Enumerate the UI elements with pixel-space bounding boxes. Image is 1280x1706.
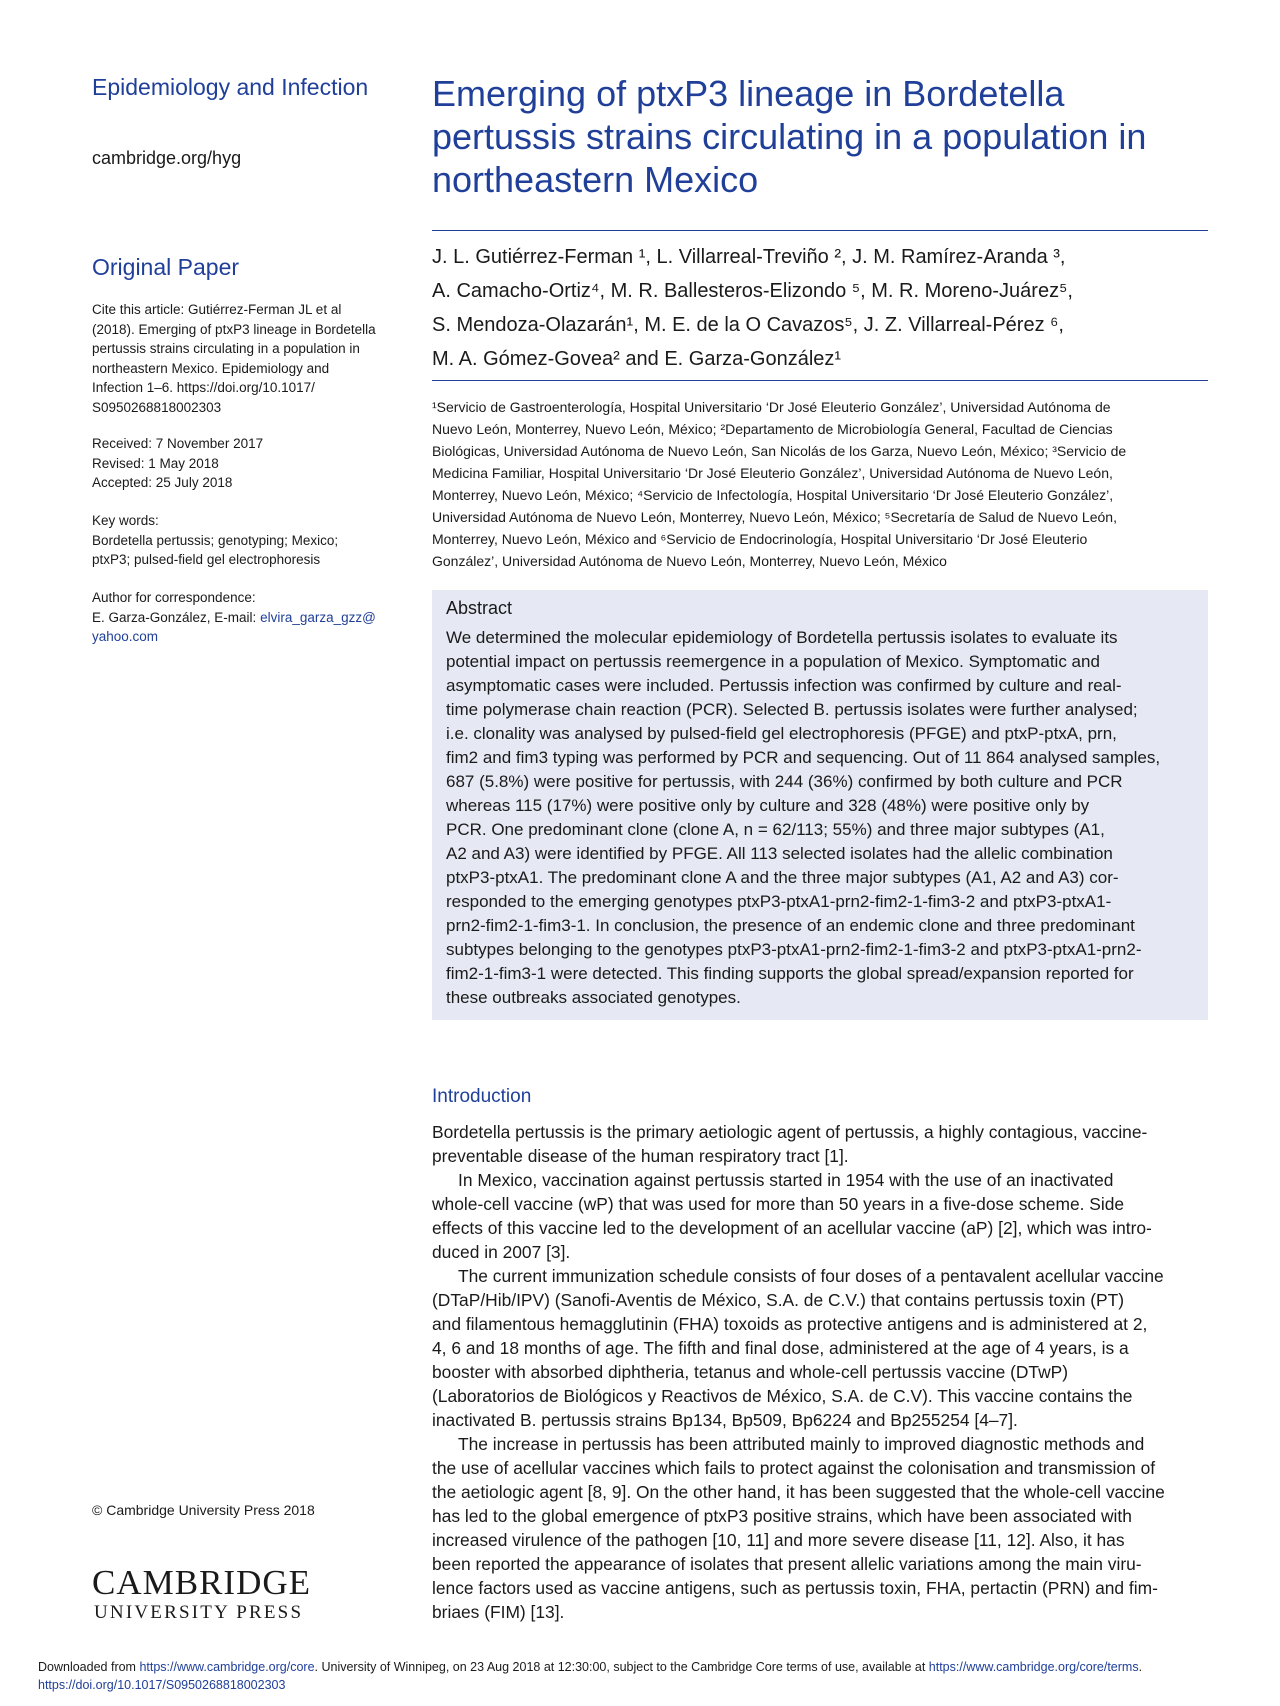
title-line: Emerging of ptxP3 lineage in Bordetella	[432, 73, 1065, 114]
author-line: M. A. Gómez-Govea² and E. Garza-González¹	[432, 348, 842, 370]
abstract-line: prn2-fim2-1-fim3-1. In conclusion, the presence of an endemic clone and three predominant	[446, 916, 1135, 935]
abstract-line: 687 (5.8%) were positive for pertussis, with 244 (36%) confirmed by both culture and PCR	[446, 772, 1123, 791]
keywords-block	[92, 511, 402, 570]
author-line: J. L. Gutiérrez-Ferman ¹, L. Villarreal-Treviño ², J. M. Ramírez-Aranda ³,	[432, 246, 1066, 268]
introduction-line: and filamentous hemagglutinin (FHA) toxoids as protective antigens and is administered at 2,	[432, 1314, 1148, 1334]
footer-line	[38, 1658, 1278, 1676]
abstract-line: time polymerase chain reaction (PCR). Selected B. pertussis isolates were further analysed;	[446, 700, 1138, 719]
correspondence-block	[92, 588, 402, 647]
introduction-line: been reported the appearance of isolates that present allelic variations among the main viru-	[432, 1554, 1142, 1574]
introduction-line: briaes (FIM) [13].	[432, 1602, 565, 1622]
abstract-line: fim2-1-fim3-1 were detected. This finding supports the global spread/expansion reported for	[446, 964, 1134, 983]
abstract-line: subtypes belonging to the genotypes ptxP3-ptxA1-prn2-fim2-1-fim3-2 and ptxP3-ptxA1-prn2-	[446, 940, 1142, 959]
introduction-line: the aetiologic agent [8, 9]. On the other hand, it has been suggested that the whole-cell vaccine	[432, 1482, 1165, 1502]
affiliation-line: ¹Servicio de Gastroenterología, Hospital Universitario ‘Dr José Eleuterio González’, Universidad Autónoma de	[432, 399, 1111, 415]
citation-line: Cite this article: Gutiérrez-Ferman JL et al	[92, 302, 342, 317]
authors-divider	[432, 380, 1208, 381]
correspondence-prefix: E. Garza-González, E-mail:	[92, 609, 261, 625]
correspondence-email-link[interactable]: elvira_garza_gzz@	[260, 609, 376, 625]
introduction-line: 4, 6 and 18 months of age. The fifth and final dose, administered at the age of 4 years, is a	[432, 1338, 1129, 1358]
received-date: Received: 7 November 2017	[92, 436, 264, 451]
introduction-line: The increase in pertussis has been attributed mainly to improved diagnostic methods and	[458, 1434, 1145, 1454]
article-title	[432, 72, 1212, 201]
introduction-line: whole-cell vaccine (wP) that was used for more than 50 years in a five-dose scheme. Side	[432, 1194, 1125, 1214]
terms-link[interactable]: https://www.cambridge.org/core/terms	[928, 1660, 1139, 1674]
copyright-notice: © Cambridge University Press 2018	[92, 1502, 315, 1518]
affiliation-line: Monterrey, Nuevo León, México; ⁴Servicio de Infectología, Hospital Universitario ‘Dr José Eleuterio González’,	[432, 487, 1114, 503]
abstract-line: responded to the emerging genotypes ptxP3-ptxA1-prn2-fim2-1-fim3-2 and ptxP3-ptxA1-	[446, 892, 1112, 911]
introduction-line: preventable disease of the human respiratory tract [1].	[432, 1146, 849, 1166]
keywords-line: ptxP3; pulsed-field gel electrophoresis	[92, 552, 321, 567]
introduction-line: (DTaP/Hib/IPV) (Sanofi-Aventis de México, S.A. de C.V.) that contains pertussis toxin (PT)	[432, 1290, 1125, 1310]
author-line: S. Mendoza-Olazarán¹, M. E. de la O Cavazos⁵, J. Z. Villarreal-Pérez ⁶,	[432, 314, 1064, 336]
citation-line: pertussis strains circulating in a population in	[92, 341, 360, 356]
abstract-line: PCR. One predominant clone (clone A, n = 62/113; 55%) and three major subtypes (A1,	[446, 820, 1105, 839]
download-footer	[38, 1658, 1278, 1694]
introduction-line: Bordetella pertussis is the primary aetiologic agent of pertussis, a highly contagious, vaccine-	[432, 1122, 1148, 1142]
citation-line: Infection 1–6. https://doi.org/10.1017/	[92, 380, 315, 395]
paper-type: Original Paper	[92, 254, 240, 280]
introduction-body	[432, 1120, 1252, 1624]
introduction-line: In Mexico, vaccination against pertussis started in 1954 with the use of an inactivated	[458, 1170, 1114, 1190]
introduction-line: inactivated B. pertussis strains Bp134, Bp509, Bp6224 and Bp255254 [4–7].	[432, 1410, 1018, 1430]
affiliation-line: Universidad Autónoma de Nuevo León, Monterrey, Nuevo León, México; ⁵Secretaría de Salud de Nuevo León,	[432, 509, 1117, 525]
abstract-box	[432, 590, 1208, 1020]
introduction-line: the use of acellular vaccines which fails to protect against the colonisation and transmission of	[432, 1458, 1156, 1478]
abstract-line: these outbreaks associated genotypes.	[446, 988, 741, 1007]
affiliation-line: González’, Universidad Autónoma de Nuevo León, Monterrey, Nuevo León, México	[432, 553, 947, 569]
correspondence-email-link-cont[interactable]: yahoo.com	[92, 629, 159, 644]
footer-text: .	[1138, 1660, 1143, 1674]
introduction-line: has led to the global emergence of ptxP3 positive strains, which have been associated with	[432, 1506, 1132, 1526]
abstract-line: A2 and A3) were identified by PFGE. All 113 selected isolates had the allelic combination	[446, 844, 1113, 863]
abstract-body	[446, 626, 1238, 1010]
footer-line	[38, 1676, 1278, 1694]
doi-link[interactable]: https://doi.org/10.1017/S0950268818002303	[38, 1678, 286, 1692]
introduction-heading: Introduction	[432, 1086, 532, 1107]
logo-line-1: CAMBRIDGE	[92, 1563, 312, 1602]
introduction-line: The current immunization schedule consists of four doses of a pentavalent acellular vaccine	[458, 1266, 1164, 1286]
correspondence-label: Author for correspondence:	[92, 590, 256, 605]
keywords-label: Key words:	[92, 513, 159, 528]
citation-block	[92, 300, 402, 417]
introduction-line: effects of this vaccine led to the development of an acellular vaccine (aP) [2], which was intro-	[432, 1218, 1152, 1238]
abstract-line: i.e. clonality was analysed by pulsed-field gel electrophoresis (PFGE) and ptxP-ptxA, prn,	[446, 724, 1117, 743]
journal-site-link[interactable]: cambridge.org/hyg	[92, 148, 242, 168]
cambridge-core-link[interactable]: https://www.cambridge.org/core	[139, 1660, 315, 1674]
footer-text: . University of Winnipeg, on 23 Aug 2018 at 12:30:00, subject to the Cambridge Core terms of use, available at	[314, 1660, 929, 1674]
abstract-line: We determined the molecular epidemiology of Bordetella pertussis isolates to evaluate its	[446, 628, 1118, 647]
abstract-line: asymptomatic cases were included. Pertussis infection was confirmed by culture and real-	[446, 676, 1122, 695]
introduction-line: duced in 2007 [3].	[432, 1242, 571, 1262]
affiliation-line: Biológicas, Universidad Autónoma de Nuevo León, San Nicolás de los Garza, Nuevo León, México; ³Servicio de	[432, 443, 1127, 459]
revised-date: Revised: 1 May 2018	[92, 455, 219, 471]
accepted-date: Accepted: 25 July 2018	[92, 475, 233, 490]
author-list	[432, 240, 1222, 376]
footer-text: Downloaded from	[38, 1660, 140, 1674]
citation-line: northeastern Mexico. Epidemiology and	[92, 360, 330, 376]
abstract-line: potential impact on pertussis reemergence in a population of Mexico. Symptomatic and	[446, 652, 1100, 671]
affiliation-line: Medicina Familiar, Hospital Universitario ‘Dr José Eleuterio González’, Universidad Autónoma de Nuevo León,	[432, 465, 1113, 481]
abstract-line: fim2 and fim3 typing was performed by PCR and sequencing. Out of 11 864 analysed samples,	[446, 748, 1161, 767]
correspondence-line	[92, 608, 402, 628]
citation-line: S0950268818002303	[92, 399, 222, 415]
logo-line-2: UNIVERSITY PRESS	[94, 1602, 304, 1623]
abstract-heading: Abstract	[446, 598, 513, 618]
journal-name[interactable]: Epidemiology and Infection	[92, 74, 369, 100]
introduction-line: booster with absorbed diphtheria, tetanus and whole-cell pertussis vaccine (DTwP)	[432, 1362, 1069, 1382]
affiliation-line: Monterrey, Nuevo León, México and ⁶Servicio de Endocrinología, Hospital Universitario ‘Dr José Eleuterio	[432, 531, 1088, 547]
cambridge-logo	[92, 1564, 311, 1624]
introduction-line: increased virulence of the pathogen [10, 11] and more severe disease [11, 12]. Also, it has	[432, 1530, 1125, 1550]
introduction-line: (Laboratorios de Biológicos y Reactivos de México, S.A. de C.V). This vaccine contains the	[432, 1386, 1133, 1406]
abstract-line: ptxP3-ptxA1. The predominant clone A and the three major subtypes (A1, A2 and A3) cor-	[446, 868, 1119, 887]
correspondence-line	[92, 627, 402, 647]
abstract-line: whereas 115 (17%) were positive only by culture and 328 (48%) were positive only by	[446, 796, 1090, 815]
keywords-line: Bordetella pertussis; genotyping; Mexico;	[92, 532, 339, 548]
introduction-line: lence factors used as vaccine antigens, such as pertussis toxin, FHA, pertactin (PRN) and fim-	[432, 1578, 1158, 1598]
author-line: A. Camacho-Ortiz⁴, M. R. Ballesteros-Elizondo ⁵, M. R. Moreno-Juárez⁵,	[432, 280, 1073, 302]
title-line: pertussis strains circulating in a population in	[432, 116, 1147, 157]
affiliation-line: Nuevo León, Monterrey, Nuevo León, México; ²Departamento de Microbiología General, Facultad de Ciencias	[432, 421, 1113, 437]
citation-line: (2018). Emerging of ptxP3 lineage in Bordetella	[92, 321, 376, 337]
affiliations	[432, 396, 1212, 572]
title-divider	[432, 230, 1208, 231]
title-line: northeastern Mexico	[432, 159, 759, 200]
dates-block	[92, 434, 402, 493]
